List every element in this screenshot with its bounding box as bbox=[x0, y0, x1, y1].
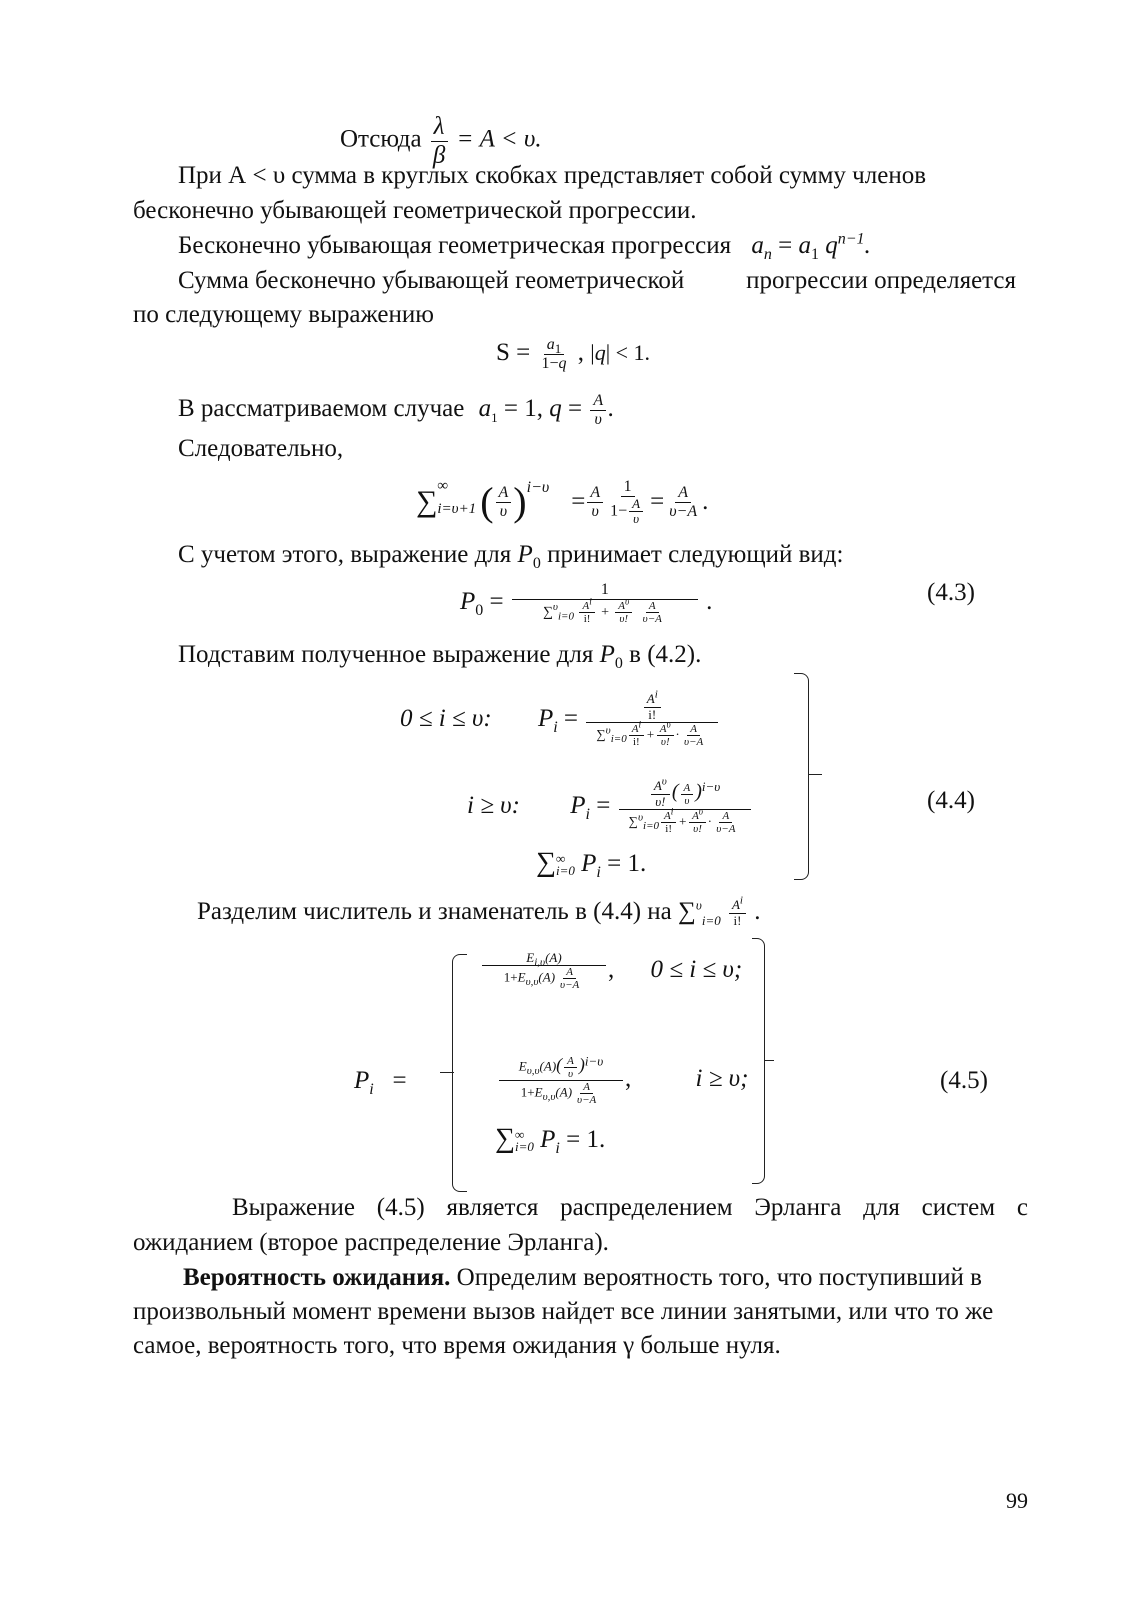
formula-4-3: $P_0$ = 1 ∑$^\upsilon_{i=0}$ $\frac{A^i}{i!}$ + $\frac{A^\upsilon}{\upsilon!}$ $\frac{A}{\upsilon-A}$ . bbox=[460, 581, 713, 626]
paragraph-9-line-1: Выражение (4.5) является распределением Эрланга для систем с bbox=[232, 1194, 1028, 1221]
paragraph-6: С учетом этого, выражение для $P_0$ принимает следующий вид: bbox=[178, 541, 844, 572]
formula-4-4-row-2: i ≥ υ: $P_i$ = $\frac{A^\upsilon}{\upsilon!}$ ( $\frac{A}{\upsilon}$ )$^{i-\upsilon}$ ∑$^\upsilon_{i=0}$ $\frac{A^i}{i!}$ + $\frac{A^\upsilon}{\upsilon!}$ · $\frac{A}{\upsilon-A}$ bbox=[467, 770, 753, 842]
equation-number-4-4: (4.4) bbox=[927, 787, 975, 814]
formula-4-5-row-3: ∑ ∞ i=0 $P_i = 1$. bbox=[495, 1123, 606, 1157]
paragraph-3-line-2: по следующему выражению bbox=[133, 301, 434, 328]
formula-4-4-row-3: ∑ ∞ i=0 $P_i = 1$. bbox=[536, 847, 647, 881]
formula-4-5-row-1: $E_{i,\upsilon}(A)$ $1+E_{\upsilon,\upsilon}(A)$ $\frac{A}{\upsilon-A}$ , 0 ≤ i ≤ υ; bbox=[480, 940, 742, 1000]
brace-4-4 bbox=[794, 673, 809, 880]
brace-4-5-left-tip bbox=[440, 1072, 454, 1073]
paragraph-3-line-1: Сумма бесконечно убывающей геометрической прогрессии определяется bbox=[178, 267, 1016, 294]
paragraph-7: Подставим полученное выражение для $P_0$ в (4.2). bbox=[178, 641, 702, 672]
lambda-over-beta: $\frac{\lambda}{\beta}$ bbox=[430, 113, 448, 169]
brace-4-4-tip bbox=[808, 774, 822, 775]
paragraph-5: Следовательно, bbox=[178, 435, 344, 462]
paragraph-10-line-2: произвольный момент времени вызов найдет все линии занятыми, или что то же bbox=[133, 1298, 994, 1325]
formula-a1-q: $a_1 = 1$, q = $\frac{A}{\upsilon}$ . bbox=[478, 392, 615, 428]
brace-4-5-left bbox=[452, 954, 467, 1192]
paragraph-2 bbox=[178, 231, 871, 261]
otsyuda-word: Отсюда bbox=[340, 125, 422, 153]
paragraph-4: В рассматриваемом случае $a_1 = 1$, q = $\frac{A}{\upsilon}$ . bbox=[178, 392, 615, 428]
paragraph-8: Разделим числитель и знаменатель в (4.4) на ∑$^\upsilon_{i=0}$ $\frac{A^i}{i!}$ . bbox=[197, 895, 761, 928]
brace-4-5-right-tip bbox=[764, 1060, 774, 1061]
formula-series-sum: ∑ ∞ i=υ+1 ( $\frac{A}{\upsilon}$ ) $^{i-\upsilon}$ = $\frac{A}{\upsilon}$ 1 1− $\frac{A}{\upsilon}$ = $\frac{A}{\upsilon-A}$ . bbox=[416, 477, 709, 526]
section-heading-waiting-probability: Вероятность ожидания. bbox=[183, 1264, 451, 1291]
brace-4-5-right bbox=[752, 938, 765, 1184]
formula-sum-s: S = $\frac{a_1}{1-q}$ , |q| < 1. bbox=[496, 336, 651, 372]
paragraph-9-line-2: ожиданием (второе распределение Эрланга). bbox=[133, 1229, 609, 1256]
formula-4-5-row-2: $E_{\upsilon,\upsilon}(A)$( $\frac{A}{\upsilon}$ )$^{i-\upsilon}$ $1+E_{\upsilon,\upsilon}(A)$ $\frac{A}{\upsilon-A}$ , i ≥ υ; bbox=[497, 1046, 748, 1112]
paragraph-1-line-2: бесконечно убывающей геометрической прогрессии. bbox=[133, 197, 697, 224]
paragraph-2-text: Бесконечно убывающая геометрическая прогрессия bbox=[178, 232, 732, 259]
equation-number-4-5: (4.5) bbox=[940, 1067, 988, 1094]
paragraph-1-line-1: При А < υ сумма в круглых скобках представляет собой сумму членов bbox=[178, 162, 927, 189]
formula-4-5-lhs: $P_i$ = bbox=[354, 1067, 407, 1098]
paragraph-10-line-3: самое, вероятность того, что время ожидания γ больше нуля. bbox=[133, 1332, 781, 1359]
formula-4-4-row-1: 0 ≤ i ≤ υ: $P_i$ = $\frac{A^i}{i!}$ ∑$^\upsilon_{i=0}$ $\frac{A^i}{i!}$ + $\frac{A^\upsilon}{\upsilon!}$ · $\frac{A}{\upsilon-A}$ bbox=[400, 686, 720, 752]
page-number: 99 bbox=[1006, 1488, 1028, 1513]
equation-number-4-3: (4.3) bbox=[927, 579, 975, 606]
paragraph-10-line-1: Вероятность ожидания. Определим вероятность того, что поступивший в bbox=[183, 1264, 982, 1291]
otsyuda-rest: = A < υ. bbox=[456, 125, 542, 153]
formula-an: $a_n = a_1$ $q^{n-1}$. bbox=[751, 230, 871, 263]
